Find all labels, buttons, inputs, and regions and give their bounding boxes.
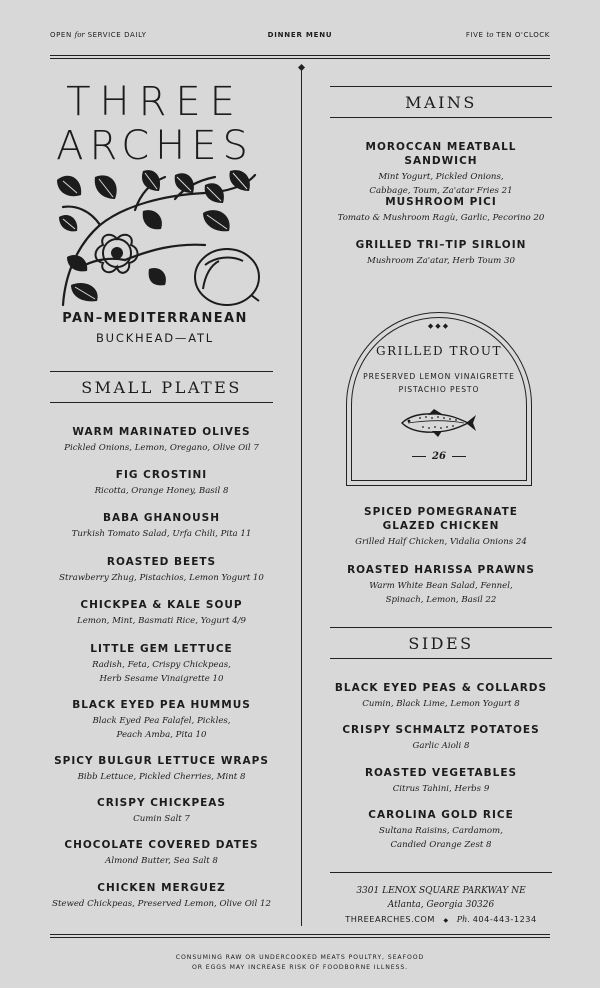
item-name: LITTLE GEM LETTUCE — [90, 643, 233, 655]
menu-item — [50, 698, 273, 742]
bottom-divider — [50, 934, 550, 935]
menu-item — [330, 195, 552, 225]
item-name: BLACK EYED PEA HUMMUS — [72, 699, 251, 711]
botanical-lemon-flower-illustration — [55, 165, 263, 315]
menu-item — [50, 425, 273, 455]
top-divider-double — [50, 58, 550, 59]
location-tagline: BUCKHEAD—ATL — [95, 331, 215, 345]
item-desc: Warm White Bean Salad, Fennel, Spinach, Lemon, Basil 22 — [369, 581, 513, 605]
item-desc: Almond Butter, Sea Salt 8 — [105, 856, 218, 866]
item-desc: Mushroom Za'atar, Herb Toum 30 — [367, 256, 515, 266]
section-title-sides: SIDES — [408, 634, 474, 653]
item-name: CHOCOLATE COVERED DATES — [64, 839, 259, 851]
menu-item — [50, 881, 273, 911]
section-rule-top — [330, 86, 552, 87]
menu-item — [330, 766, 552, 796]
item-desc: Pickled Onions, Lemon, Oregano, Olive Oil 7 — [64, 443, 259, 453]
menu-item — [330, 681, 552, 711]
item-desc: Mint Yogurt, Pickled Onions, Cabbage, Toum, Za'atar Fries 21 — [369, 172, 513, 196]
section-rule-top — [50, 371, 273, 372]
item-desc: Radish, Feta, Crispy Chickpeas, Herb Sesame Vinaigrette 10 — [92, 660, 231, 684]
menu-item — [50, 468, 273, 498]
menu-item — [50, 838, 273, 868]
menu-item — [50, 642, 273, 686]
item-desc: Ricotta, Orange Honey, Basil 8 — [94, 486, 229, 496]
phone-label: Ph. — [456, 915, 470, 924]
menu-item — [50, 598, 273, 628]
item-name: WARM MARINATED OLIVES — [72, 426, 251, 438]
item-desc: Turkish Tomato Salad, Urfa Chili, Pita 11 — [71, 529, 252, 539]
menu-item — [330, 563, 552, 607]
item-desc: Citrus Tahini, Herbs 9 — [392, 784, 490, 794]
section-rule-top — [330, 627, 552, 628]
menu-item — [330, 238, 552, 268]
item-name: MOROCCAN MEATBALL SANDWICH — [365, 141, 517, 167]
bottom-divider-double — [50, 937, 550, 938]
cuisine-tagline: PAN–MEDITERRANEAN — [62, 311, 248, 326]
menu-item — [330, 505, 552, 549]
item-desc: Grilled Half Chicken, Vidalia Onions 24 — [355, 537, 527, 547]
food-safety-disclaimer: CONSUMING RAW OR UNDERCOOKED MEATS POULTRY, SEAFOOD OR EGGS MAY INCREASE RISK OF FOODBORNE ILLNESS. — [175, 954, 425, 971]
section-rule-bottom — [330, 658, 552, 659]
featured-dish-name: GRILLED TROUT — [376, 344, 502, 358]
contact-line — [330, 912, 552, 928]
featured-dish-desc: PRESERVED LEMON VINAIGRETTE PISTACHIO PESTO — [363, 372, 515, 394]
item-name: CAROLINA GOLD RICE — [368, 809, 514, 821]
menu-item — [330, 808, 552, 852]
item-desc: Garlic Aioli 8 — [412, 741, 470, 751]
address-block — [330, 884, 552, 928]
item-name: CRISPY SCHMALTZ POTATOES — [342, 724, 540, 736]
arch-ornament: ◆◆◆ — [427, 322, 451, 330]
menu-item — [50, 511, 273, 541]
item-desc: Stewed Chickpeas, Preserved Lemon, Olive Oil 12 — [52, 899, 271, 909]
item-desc: Lemon, Mint, Basmati Rice, Yogurt 4/9 — [76, 616, 246, 626]
menu-item — [330, 140, 552, 198]
section-rule-bottom — [330, 117, 552, 118]
item-desc: Tomato & Mushroom Ragù, Garlic, Pecorino 20 — [337, 213, 545, 223]
item-name: CRISPY CHICKPEAS — [96, 797, 226, 809]
item-name: GRILLED TRI–TIP SIRLOIN — [355, 239, 527, 251]
restaurant-name-line1: THREE — [66, 79, 244, 125]
item-name: ROASTED BEETS — [106, 556, 217, 568]
menu-item — [50, 555, 273, 585]
section-title-mains: MAINS — [405, 93, 477, 112]
top-divider — [50, 55, 550, 56]
item-name: ROASTED HARISSA PRAWNS — [347, 564, 535, 576]
item-name: CHICKEN MERGUEZ — [97, 882, 226, 894]
featured-dish-arch — [346, 312, 532, 486]
item-name: MUSHROOM PICI — [385, 196, 497, 208]
street-address: 3301 LENOX SQUARE PARKWAY NE — [356, 886, 526, 896]
featured-dish-price: 26 — [347, 451, 531, 462]
phone-number: 404-443-1234 — [472, 914, 537, 924]
section-rule-bottom — [50, 402, 273, 403]
item-desc: Strawberry Zhug, Pistachios, Lemon Yogurt 10 — [59, 573, 264, 583]
menu-type-title: DINNER MENU — [267, 31, 333, 39]
service-hours-note: OPEN for SERVICE DAILY — [50, 31, 147, 39]
item-desc: Cumin Salt 7 — [133, 814, 190, 824]
top-bar — [50, 31, 550, 43]
menu-item — [50, 754, 273, 784]
menu-item — [330, 723, 552, 753]
item-name: BABA GHANOUSH — [102, 512, 221, 524]
trout-fish-icon — [398, 407, 476, 439]
restaurant-name-line2: ARCHES — [56, 123, 254, 169]
address-rule — [330, 872, 552, 873]
item-desc: Black Eyed Pea Falafel, Pickles, Peach Amba, Pita 10 — [92, 716, 231, 740]
item-name: CHICKPEA & KALE SOUP — [80, 599, 243, 611]
item-name: SPICED POMEGRANATE GLAZED CHICKEN — [364, 506, 518, 532]
section-title-small-plates: SMALL PLATES — [81, 378, 242, 397]
menu-item — [50, 796, 273, 826]
item-name: FIG CROSTINI — [115, 469, 208, 481]
city-state-zip: Atlanta, Georgia 30326 — [387, 900, 495, 910]
column-divider — [301, 68, 302, 926]
item-desc: Cumin, Black Lime, Lemon Yogurt 8 — [362, 699, 520, 709]
website: THREEARCHES.COM — [345, 914, 435, 924]
hours-note: FIVE to TEN O'CLOCK — [465, 31, 550, 39]
item-desc: Bibb Lettuce, Pickled Cherries, Mint 8 — [77, 772, 246, 782]
item-name: BLACK EYED PEAS & COLLARDS — [334, 682, 548, 694]
separator-diamond: ◆ — [443, 917, 449, 924]
item-name: ROASTED VEGETABLES — [364, 767, 518, 779]
item-name: SPICY BULGUR LETTUCE WRAPS — [54, 755, 269, 767]
item-desc: Sultana Raisins, Cardamom, Candied Orange Zest 8 — [379, 826, 503, 850]
